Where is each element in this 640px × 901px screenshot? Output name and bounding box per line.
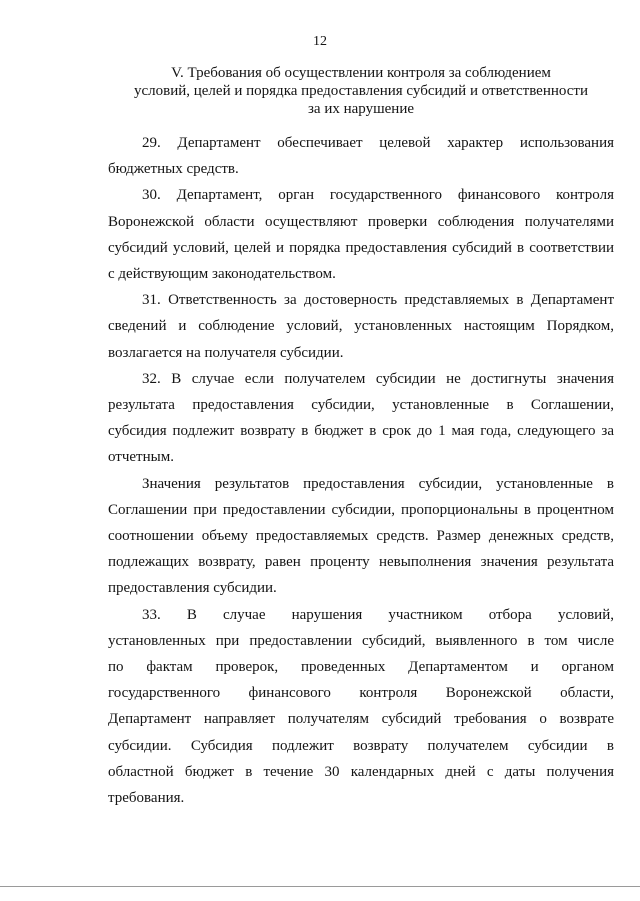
paragraph-30 (108, 182, 614, 287)
paragraph-line: результата предоставления субсидии, установленные в Соглашении, (108, 397, 614, 414)
paragraph-29 (108, 130, 614, 182)
paragraph-line: государственного финансового контроля Воронежской области, (108, 685, 614, 702)
paragraph-line: Департамент направляет получателям субсидий требования о возврате (108, 711, 614, 728)
paragraph-line: Соглашении при предоставлении субсидии, пропорциональны в процентном (108, 501, 614, 518)
paragraph-line: субсидий условий, целей и порядка предоставления субсидий в соответствии (108, 239, 614, 256)
paragraph-line: 30. Департамент, орган государственного финансового контроля (142, 187, 614, 204)
paragraph-32-continued (108, 471, 614, 602)
paragraph-line: субсидии. Субсидия подлежит возврату получателем субсидии в (108, 737, 614, 754)
document-body (108, 130, 614, 811)
paragraph-33 (108, 602, 614, 812)
paragraph-line: бюджетных средств. (108, 161, 239, 178)
paragraph-line: областной бюджет в течение 30 календарных дней с даты получения (108, 763, 614, 780)
page-number: 12 (313, 34, 327, 49)
section-title (108, 64, 614, 118)
paragraph-line: по фактам проверок, проведенных Департаментом и органом (108, 659, 614, 676)
section-title-line: V. Требования об осуществлении контроля за соблюдением (171, 65, 551, 81)
paragraph-line: 33. В случае нарушения участником отбора условий, (142, 606, 614, 623)
paragraph-line: с действующим законодательством. (108, 266, 336, 283)
paragraph-line: соотношении объему предоставляемых средств. Размер денежных средств, (108, 528, 614, 545)
paragraph-line: возлагается на получателя субсидии. (108, 344, 344, 361)
paragraph-line: Значения результатов предоставления субсидии, установленные в (142, 475, 614, 492)
paragraph-line: 29. Департамент обеспечивает целевой характер использования (142, 135, 614, 151)
paragraph-line: Воронежской области осуществляют проверки соблюдения получателями (108, 213, 614, 230)
paragraph-line: сведений и соблюдение условий, установленных настоящим Порядком, (108, 318, 614, 335)
page-bottom-rule (0, 886, 640, 887)
paragraph-31 (108, 287, 614, 366)
section-title-line: условий, целей и порядка предоставления субсидий и ответственности (133, 83, 589, 99)
paragraph-line: 31. Ответственность за достоверность представляемых в Департамент (142, 292, 614, 309)
paragraph-line: требования. (108, 790, 185, 807)
section-title-line: за их нарушение (307, 101, 415, 117)
paragraph-line: установленных при предоставлении субсидий, выявленного в том числе (108, 632, 614, 649)
paragraph-32 (108, 366, 614, 471)
paragraph-line: субсидия подлежит возврату в бюджет в срок до 1 мая года, следующего за (108, 423, 614, 440)
paragraph-line: отчетным. (108, 449, 174, 466)
paragraph-line: подлежащих возврату, равен проценту невыполнения значения результата (108, 554, 614, 571)
paragraph-line: предоставления субсидии. (108, 580, 277, 597)
paragraph-line: 32. В случае если получателем субсидии не достигнуты значения (142, 370, 614, 387)
